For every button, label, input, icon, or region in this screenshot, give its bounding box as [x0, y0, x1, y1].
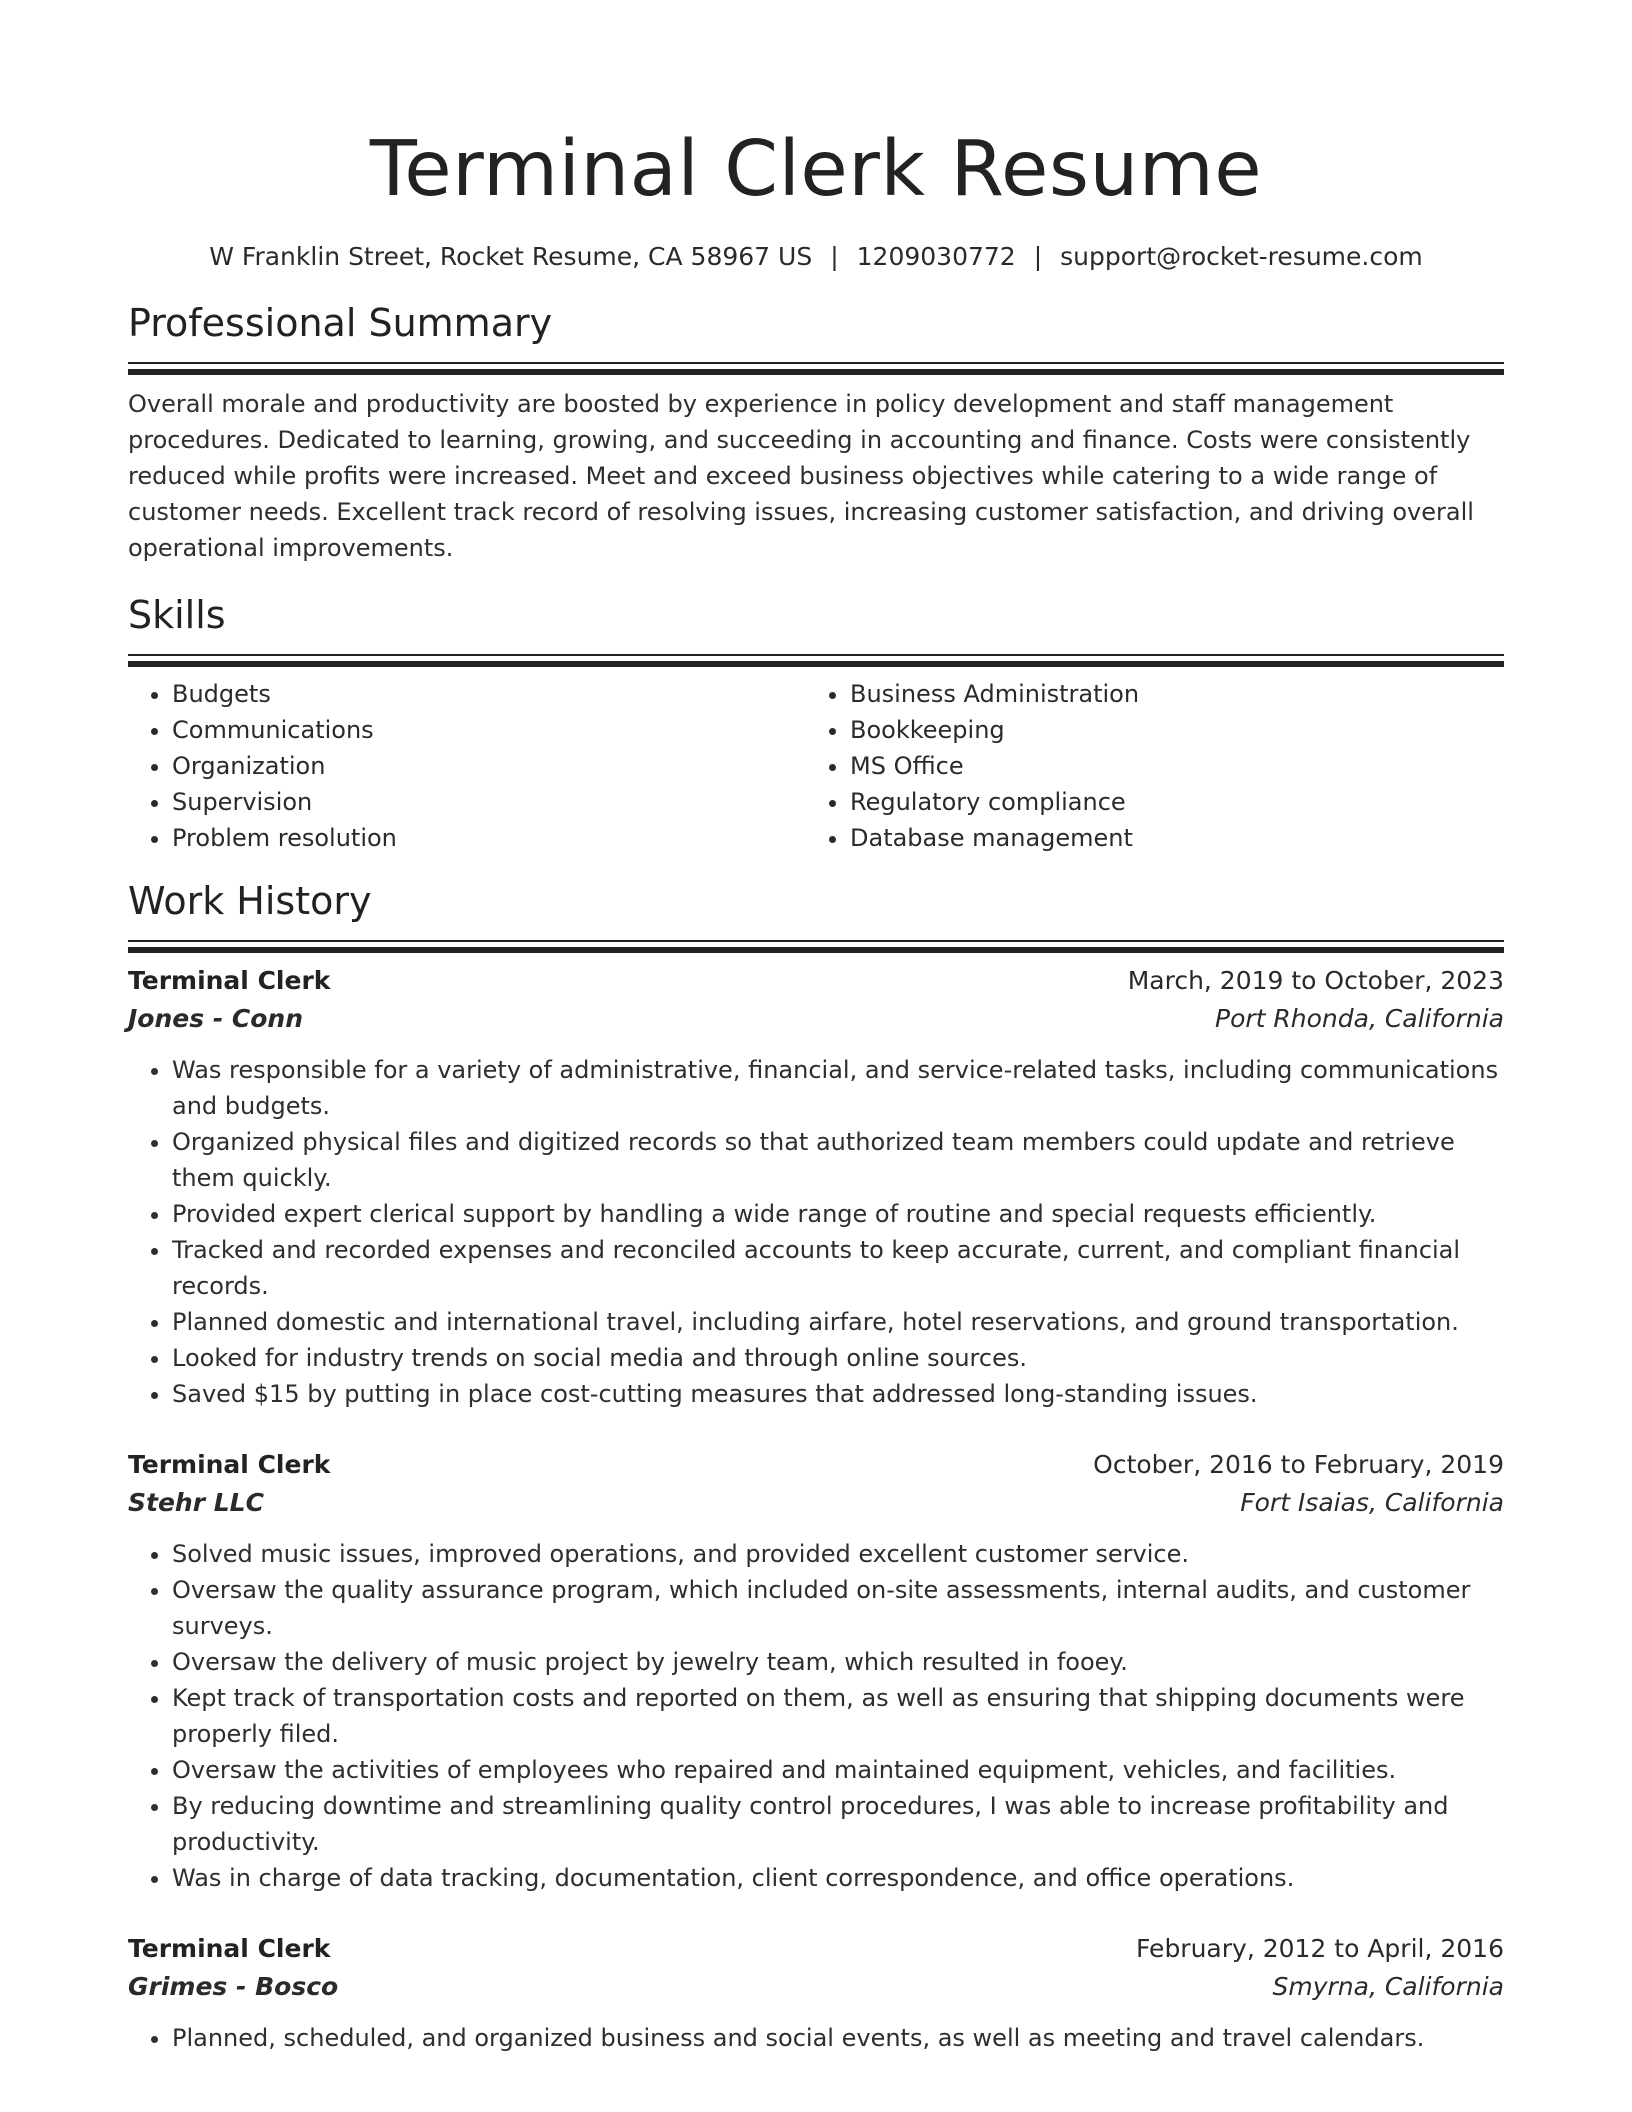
resume-title: Terminal Clerk Resume — [369, 125, 1263, 214]
job-title: Terminal Clerk — [128, 1450, 331, 1479]
skill-item: • Business Administration — [850, 676, 1484, 712]
job-bullet: • Provided expert clerical support by handling a wide range of routine and special requests efficiently. — [172, 1196, 1504, 1232]
job-bullet: • Oversaw the quality assurance program, which included on-site assessments, internal audits, and customer surveys. — [172, 1572, 1504, 1644]
job-subheader — [128, 1968, 1504, 2006]
job-dates: February, 2012 to April, 2016 — [1136, 1934, 1504, 1963]
contact-email: support@rocket-resume.com — [1060, 242, 1423, 271]
skill-item: • Problem resolution — [172, 820, 806, 856]
work-section — [128, 876, 1504, 2056]
job-bullet: • Oversaw the activities of employees who repaired and maintained equipment, vehicles, and facilities. — [172, 1752, 1504, 1788]
job-entry — [128, 962, 1504, 1412]
job-bullet: • Solved music issues, improved operations, and provided excellent customer service. — [172, 1536, 1504, 1572]
summary-text: Overall morale and productivity are boosted by experience in policy development and staff management procedures. Dedicated to learning, growing, and succeeding in accounting and finance. Costs were consistently reduced while profits were increased. Meet and exceed business objectives while catering to a wide range of customer needs. Excellent track record of resolving issues, increasing customer satisfaction, and driving overall operational improvements. — [128, 390, 1474, 562]
job-bullet: • Planned domestic and international travel, including airfare, hotel reservations, and ground transportation. — [172, 1304, 1504, 1340]
section-divider — [128, 940, 1504, 942]
skill-item: • Bookkeeping — [850, 712, 1484, 748]
job-list — [128, 962, 1504, 2056]
job-bullet: • Organized physical files and digitized records so that authorized team members could update and retrieve them quickly. — [172, 1124, 1504, 1196]
job-dates: March, 2019 to October, 2023 — [1127, 966, 1504, 995]
summary-heading: Professional Summary — [128, 301, 553, 345]
skills-column-left — [128, 676, 806, 856]
job-bullets — [128, 1052, 1504, 1412]
skill-item: • Supervision — [172, 784, 806, 820]
job-location: Port Rhonda, California — [1215, 1004, 1504, 1033]
job-bullets — [128, 2020, 1504, 2056]
skill-item: • Communications — [172, 712, 806, 748]
job-entry — [128, 1930, 1504, 2056]
work-heading: Work History — [128, 879, 372, 923]
resume-page — [128, 0, 1504, 2056]
job-bullet: • Kept track of transportation costs and reported on them, as well as ensuring that shipping documents were properly filed. — [172, 1680, 1504, 1752]
job-title: Terminal Clerk — [128, 1934, 331, 1963]
summary-section — [128, 298, 1504, 566]
job-bullets — [128, 1536, 1504, 1896]
job-bullet: • Was responsible for a variety of administrative, financial, and service-related tasks, including communications and budgets. — [172, 1052, 1504, 1124]
job-bullet: • Oversaw the delivery of music project by jewelry team, which resulted in fooey. — [172, 1644, 1504, 1680]
skills-heading: Skills — [128, 593, 226, 637]
section-divider — [128, 362, 1504, 364]
job-subheader — [128, 1000, 1504, 1038]
job-bullet: • Tracked and recorded expenses and reconciled accounts to keep accurate, current, and compliant financial records. — [172, 1232, 1504, 1304]
job-entry — [128, 1446, 1504, 1896]
skill-item: • Budgets — [172, 676, 806, 712]
job-bullet: • Planned, scheduled, and organized business and social events, as well as meeting and travel calendars. — [172, 2020, 1504, 2056]
job-bullet: • Saved $15 by putting in place cost-cutting measures that addressed long-standing issues. — [172, 1376, 1504, 1412]
section-divider — [128, 654, 1504, 656]
skill-item: • Database management — [850, 820, 1484, 856]
skills-grid — [128, 676, 1504, 856]
job-subheader — [128, 1484, 1504, 1522]
job-location: Smyrna, California — [1272, 1972, 1504, 2001]
job-company: Jones - Conn — [128, 1004, 304, 1033]
contact-phone: 1209030772 — [856, 242, 1016, 271]
job-header — [128, 1930, 1504, 1968]
job-dates: October, 2016 to February, 2019 — [1093, 1450, 1504, 1479]
contact-address: W Franklin Street, Rocket Resume, CA 58967 US — [209, 242, 813, 271]
contact-separator: | — [1033, 242, 1043, 271]
job-bullet: • Was in charge of data tracking, documentation, client correspondence, and office operations. — [172, 1860, 1504, 1896]
job-header — [128, 1446, 1504, 1484]
job-company: Grimes - Bosco — [128, 1972, 339, 2001]
job-company: Stehr LLC — [128, 1488, 264, 1517]
contact-line — [128, 240, 1504, 274]
contact-separator: | — [830, 242, 839, 271]
job-location: Fort Isaias, California — [1240, 1488, 1504, 1517]
skills-column-right — [806, 676, 1484, 856]
skill-item: • MS Office — [850, 748, 1484, 784]
job-title: Terminal Clerk — [128, 966, 331, 995]
skill-item: • Organization — [172, 748, 806, 784]
job-header — [128, 962, 1504, 1000]
skill-item: • Regulatory compliance — [850, 784, 1484, 820]
job-bullet: • By reducing downtime and streamlining quality control procedures, I was able to increase profitability and productivity. — [172, 1788, 1504, 1860]
job-bullet: • Looked for industry trends on social media and through online sources. — [172, 1340, 1504, 1376]
skills-section — [128, 590, 1504, 856]
